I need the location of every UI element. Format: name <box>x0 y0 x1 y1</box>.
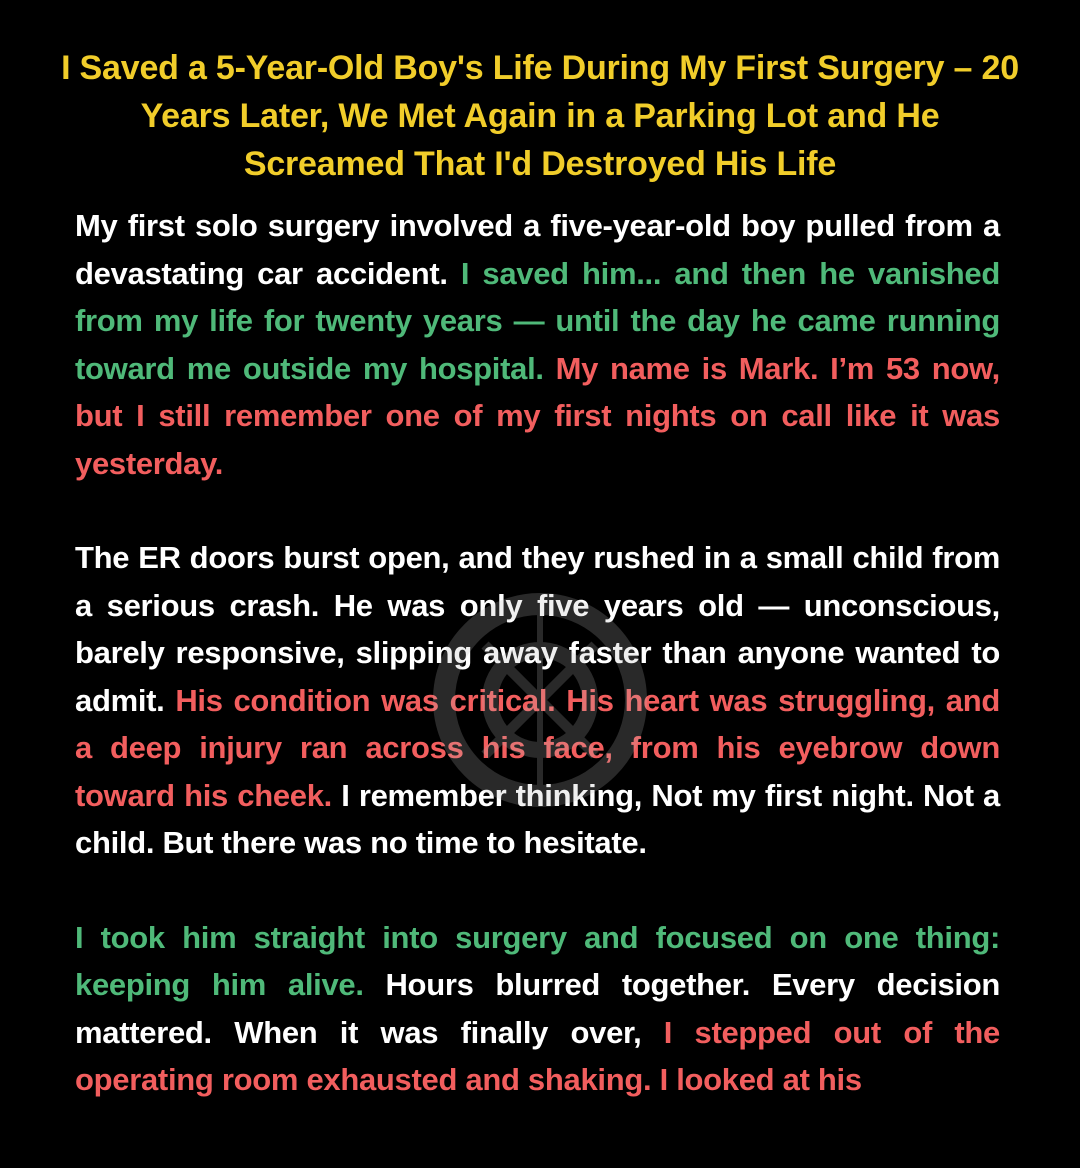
text-segment: I remember thinking, Not my first night. Not a child. But there was no time to hesitate. <box>75 777 1000 860</box>
text-segment: I saved him... and then he vanished from my life for twenty years — until the day he came running toward me outside my hospital. <box>75 255 1000 386</box>
story-body <box>75 202 1000 1104</box>
text-segment: His condition was critical. His heart was struggling, and a deep injury ran across his face, from his eyebrow down toward his cheek. <box>75 682 1000 813</box>
text-segment: My first solo surgery involved a five-year-old boy pulled from a devastating car accident. <box>75 208 1000 291</box>
story-title: I Saved a 5-Year-Old Boy's Life During My First Surgery – 20 Years Later, We Met Again in a Parking Lot and He Screamed That I'd Destroyed His Life <box>61 49 1019 183</box>
paragraph <box>75 534 1000 867</box>
text-segment: I stepped out of the operating room exhausted and shaking. I looked at his <box>75 1014 1001 1097</box>
text-segment: Hours blurred together. Every decision mattered. When it was finally over, <box>75 967 1000 1050</box>
text-segment: My name is Mark. I’m 53 now, but I still remember one of my first nights on call like it was yesterday. <box>75 350 1000 481</box>
paragraph <box>75 202 1000 487</box>
text-segment: The ER doors burst open, and they rushed in a small child from a serious crash. He was only five years old — unconscious, barely responsive, slipping away faster than anyone wanted to admit. <box>75 540 1000 718</box>
text-segment: I took him straight into surgery and focused on one thing: keeping him alive. <box>75 919 1000 1002</box>
paragraph <box>75 914 1000 1104</box>
